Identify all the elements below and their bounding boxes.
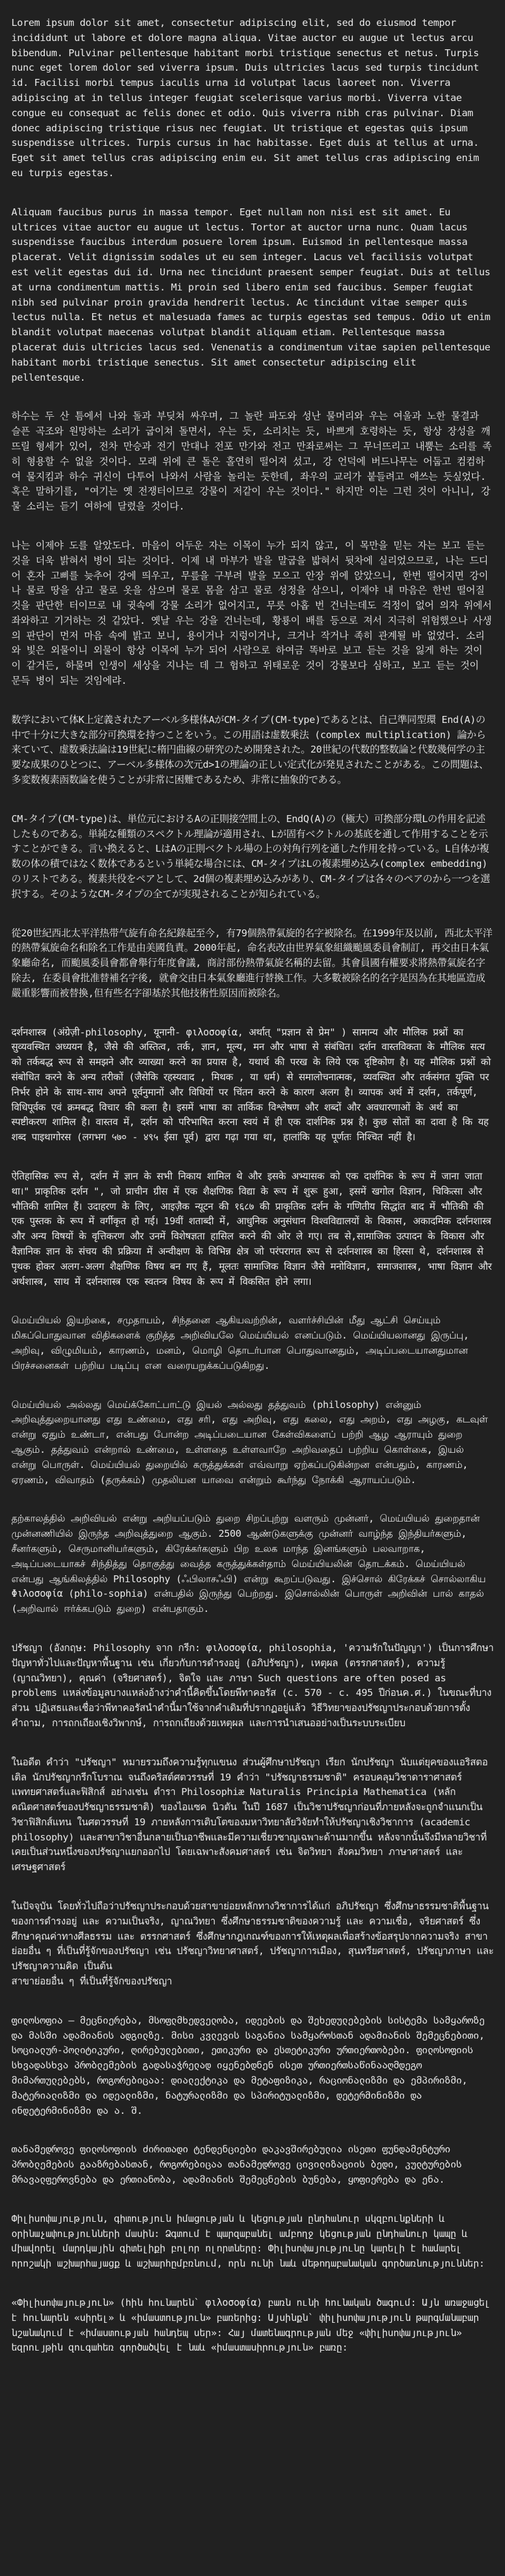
paragraph-japanese-2: CM-タイプ(CM-type)は、単位元におけるAの正則接空間上の、EndQ(A)の（極大）可換部分環Lの作用を記述したものである。単純な種類のスペクトル理論が適用され、Lが固有ベクトルの基底を通して作用することを示すことができる。言い換えると、LはAの正則ベクトル場の上の対角行列を通した作用を持っている。L自体が複数の体の積ではなく数体であるという単純な場合には、CM-タイプはLの複素埋め込み(complex embedding)のリストである。複素共役をペアとして、2d個の複素埋め込みがあり、CM-タイプは各々のペアのから一つを選択する。そのようなCM-タイプの全てが実現されることが知られている。 bbox=[11, 813, 490, 900]
paragraph-georgian-2: თანამედროვე ფილოსოფიის ძირითადი ტენდენციები დაკავშირებულია ისეთი ფუნდამენტური პრობლემების გააზრებასთან, როგორებიცაა თანამედროვე ცივილიზაციის ბედი, კულტურების მრავალფეროვნება და ერთიანობა, ადამიანის შემეცნების ბუნება, ყოფიერება და ენა. bbox=[11, 2144, 462, 2186]
paragraph-english-1: Lorem ipsum dolor sit amet, consectetur adipiscing elit, sed do eiusmod tempor incididunt ut labore et dolore magna aliqua. Vitae auctor eu augue ut lectus arcu bibendum. Pulvinar pellentesque habitant morbi tristique senectus et netus. Turpis nunc eget lorem dolor sed viverra ipsum. Duis ultricies lacus sed turpis tincidunt id. Facilisi morbi tempus iaculis urna id volutpat lacus laoreet non. Viverra adipiscing at in tellus integer feugiat scelerisque varius morbi. Viverra vitae congue eu consequat ac felis donec et odio. Quis viverra nibh cras pulvinar. Diam donec adipiscing tristique risus nec feugiat. Ut tristique et egestas quis ipsum suspendisse ultrices. Turpis cursus in hac habitasse. Eget duis at tellus at urna. Eget sit amet tellus cras adipiscing enim eu. Sit amet tellus cras adipiscing enim eu turpis egestas. bbox=[11, 17, 479, 179]
paragraph-thai-subfields-line: สาขาย่อยอื่น ๆ ที่เป็นที่รู้จักของปรัชญา bbox=[11, 1976, 172, 1988]
paragraph-georgian-1: ფილოსოფია — მეცნიერება, მსოფლმხედველობა, იდეების და შეხედულებების სისტემა სამყაროზე და მასში ადამიანის ადგილზე. მისი კვლევის საგანია სამყაროსთან ადამიანის შემეცნებითი, სოციალურ-პოლიტიკური, ღირებულებითი, ეთიკური და ესთეტიკური ურთიერთობები. ფილოსოფიის სხვადასხვა პრობლემების გადასაჭრელად იყენებდნენ ისეთ ურთიერთსაწინააღმდეგო მიმართულებებს, როგორებიცაა: დიალექტიკა და მეტაფიზიკა, რაციონალიზმი და ემპირიზმი, მატერიალიზმი და იდეალიზმი, ნატურალიზმი და სპირიტუალიზმი, დეტერმინიზმი და ინდეტერმინიზმი და ა. შ. bbox=[11, 2014, 485, 2116]
paragraph-tamil-2: மெய்யியல் அல்லது மெய்க்கோட்பாட்டு இயல் அல்லது தத்துவம் (philosophy) என்னும் அறிவுத்துறையானது எது உண்மை, எது சரி, எது அறிவு, எது கலை, எது அறம், எது அழகு, கடவுள் என்று ஏதும் உண்டா, என்பது போன்ற அடிப்படையான கேள்விகளைப் பற்றி ஆழ ஆராயும் துறை ஆகும். தத்துவம் என்றால் உண்மை, உள்ளதை உள்ளவாறே அறிவதைப் பற்றிய கொள்கை, இயல் என்று பொருள். மெய்யியல் துறையில் கருத்துக்கள் எவ்வாறு ஏற்கப்படுகின்றன என்பதும், காரணம், ஏரணம், விவாதம் (தருக்கம்) முதலியன யாவை என்றும் கூர்ந்து நோக்கி ஆராயப்படும். bbox=[11, 1398, 488, 1486]
paragraph-chinese-1: 從20世紀西北太平洋热带气旋有命名紀錄起至今, 有79個熱帶氣旋的名字被除名。在1999年及以前, 西北太平洋的熱帶氣旋命名和除名工作是由美國負責。2000年起, 命名表改由世界氣象組織颱風委員會制訂, 再交由日本氣象廳命名, 而颱風委員會都會舉行年度會議, 商討部份熱帶氣旋名稱的去留。其會員國有權要求將熱帶氣旋名字除去, 在委員會批准替補名字後, 就會交由日本氣象廳進行替換工作。大多數被除名的名字是因為在其地區造成嚴重影響而被替換,但有些名字卻基於其他技術性原因而被除名。 bbox=[11, 927, 492, 999]
paragraph-tamil-1: மெய்யியல் இயற்கை, சமுதாயம், சிந்தனை ஆகியவற்றின், வளர்ச்சியின் மீது ஆட்சி செய்யும் மிகப்பொதுவான விதிகளைக் குறித்த அறிவியலே மெய்யியல் எனப்படும். மெய்யியலானது இருப்பு, அறிவு, விழுமியம், காரணம், மனம், மொழி தொடர்பான பொதுவானதும், அடிப்படையானதுமான பிரச்சனைகள் பற்றிய படிப்பு என வரையறுக்கப்படுகிறது. bbox=[11, 1315, 469, 1371]
paragraph-thai-3: ในปัจจุบัน โดยทั่วไปถือว่าปรัชญาประกอบด้วยสาขาย่อยหลักทางวิชาการได้แก่ อภิปรัชญา ซึ่งศึกษาธรรมชาติพื้นฐานของการดำรงอยู่ และ ความเป็นจริง, ญาณวิทยา ซึ่งศึกษาธรรมชาติของความรู้ และ ความเชื่อ, จริยศาสตร์ ซึ่งศึกษาคุณค่าทางศีลธรรม และ ตรรกศาสตร์ ซึ่งศึกษากฎเกณฑ์ของการให้เหตุผลเพื่อสร้างข้อสรุปจากความจริง สาขาย่อยอื่น ๆ ที่เป็นที่รู้จักของปรัชญา เช่น ปรัชญาวิทยาศาสตร์, ปรัชญาการเมือง, สุนทรียศาสตร์, ปรัชญาภาษา และ ปรัชญาความคิด เป็นต้น bbox=[11, 1900, 494, 1972]
paragraph-hindi-1: दर्शनशास्त्र (अंग्रेज़ी-philosophy, यूनानी- φιλοσοφία, अर्थात् "प्रज्ञान से प्रेम" ) सामान्य और मौलिक प्रश्नों का सुव्यवस्थित अध्ययन है, जैसे की अस्तित्व, तर्क, ज्ञान, मूल्य, मन और भाषा से संबंधित। दर्शन वास्तविकता के मौलिक सत्य को तर्कबद्ध रूप से समझने और व्याख्या करने का प्रयास है, यथार्थ की परख के लिये एक दृष्टिकोण है। यह मौलिक प्रश्नों को संबोधित करने के अन्य तरीकों (जैसेकि रहस्यवाद , मिथक , या धर्म) से समालोचनात्मक, व्यवस्थित और तर्कसंगत युक्ति पर निर्भर होने के साथ-साथ अपने पूर्वनुमानों और विधियों पर चिंतन करने के कारण अलग है। व्यापक अर्थ में दर्शन, तर्कपूर्ण, विधिपूर्वक एवं क्रमबद्ध विचार की कला है। इसमें भाषा का तार्किक विश्लेषण और शब्दों और अवधारणाओं के अर्थ का स्पष्टीकरण शामिल है। वास्तव में, दर्शन को परिभाषित करना स्वयं में ही एक दार्शनिक प्रश्न है। कुछ सोतों का दावा है कि यह शब्द पाइथागोरस (लगभग ५७० - ४९५ ईसा पूर्व) द्वारा गढ़ा गया था, हालांकि यह पूर्णतः निश्चित नहीं है। bbox=[11, 1026, 491, 1143]
paragraph-korean-2: 나는 이제야 도를 알았도다. 마음이 어두운 자는 이목이 누가 되지 않고, 이 목만을 믿는 자는 보고 듣는 것을 더욱 밝혀서 병이 되는 것이다. 이제 내 마부가 발을 말굽을 밟혀서 뒷차에 실리었으므로, 나는 드디어 혼자 고삐를 늦추어 강에 띄우고, 무릎을 구부려 발을 모으고 안장 위에 앉았으니, 한번 떨어지면 강이나 물로 땅을 삼고 물로 옷을 삼으며 물로 몸을 삼고 물로 성정을 삼으니, 이제야 내 마음은 한번 떨어질 것을 판단한 터이므로 내 귓속에 강물 소리가 없어지고, 무릇 아홉 번 건너는데도 걱정이 없어 의자 위에서 좌와하고 기거하는 것 같았다. 옛날 우는 강을 건너는데, 황룡이 배를 등으로 져서 지극히 위험했으나 사생의 판단이 먼저 마음 속에 밝고 보니, 용이거나 지렁이거나, 크거나 작거나 족히 관계될 바 없었다. 소리와 빛은 외물이니 외물이 항상 이목에 누가 되어 사람으로 하여금 똑바로 보고 듣는 것을 잃게 하는 것이 이 같거든, 하물며 인생이 세상을 지나는 데 그 험하고 위태로운 것이 강물보다 심하고, 보고 듣는 것이 문득 병이 되는 것임에랴. bbox=[11, 539, 492, 687]
paragraph-thai-1: ปรัชญา (อังกฤษ: Philosophy จาก กรีก: φιλοσοφία, philosophia, 'ความรักในปัญญา') เป็นการศึกษาปัญหาทั่วไปและปัญหาพื้นฐาน เช่น เกี่ยวกับการดำรงอยู่ (อภิปรัชญา), เหตุผล (ตรรกศาสตร์), ความรู้ (ญาณวิทยา), คุณค่า (จริยศาสตร์), จิตใจ และ ภาษา Such questions are often posed as problems แหล่งข้อมูลบางแหล่งอ้างว่าคำนี้คิดขึ้นโดยพีทาคอรัส (c. 570 - c. 495 ปีก่อนค.ศ.) ในขณะที่บางส่วน ปฏิเสธและเชื่อว่าพีทาคอรัสนำคำนี้มาใช้จากคำเดิมที่ปรากฏอยู่แล้ว วิธีวิทยาของปรัชญาประกอบด้วยการตั้งคำถาม, การถกเถียงเชิงวิพากษ์, การถกเถียงด้วยเหตุผล และการนำเสนออย่างเป็นระบบระเบียบ bbox=[11, 1642, 494, 1729]
paragraph-thai-2: ในอดีต คำว่า "ปรัชญา" หมายรวมถึงความรู้ทุกแขนง ส่วนผู้ศึกษาปรัชญา เรียก นักปรัชญา นับแต่ยุคของแอริสตอเติล นักปรัชญากรีกโบราณ จนถึงคริสต์ศตวรรษที่ 19 คำว่า "ปรัชญาธรรมชาติ" ครอบคลุมวิชาดาราศาสตร์ แพทยศาสตร์และฟิสิกส์ อย่างเช่น ตำรา Philosophiæ Naturalis Principia Mathematica (หลักคณิตศาสตร์ของปรัชญาธรรมชาติ) ของไอแซค นิวตัน ในปี 1687 เป็นวิชาปรัชญาก่อนที่ภายหลังจะถูกจำแนกเป็นวิชาฟิสิกส์แทน ในศตวรรษที่ 19 ภายหลังการเติบโตของมหาวิทยาลัยวิจัยทำให้ปรัชญาเชิงวิชาการ (academic philosophy) และสาขาวิชาอื่นกลายเป็นอาชีพและมีความเชี่ยวชาญเฉพาะด้านมากขึ้น หลังจากนั้นจึงมีหลายวิชาที่เคยเป็นส่วนหนึ่งของปรัชญาแยกออกไป โดยเฉพาะสังคมศาสตร์ เช่น จิตวิทยา สังคมวิทยา ภาษาศาสตร์ และเศรษฐศาสตร์ bbox=[11, 1756, 488, 1873]
paragraph-tamil-3: தற்காலத்தில் அறிவியல் என்று அறியப்படும் துறை சிறப்புற்று வளரும் முன்னர், மெய்யியல் துறைதான் முன்னணியில் இருந்த அறிவுத்துறை ஆகும். 2500 ஆண்டுகளுக்கு முன்னர் வாழ்ந்த இந்தியர்களும், சீனர்களும், செருமானியர்களும், கிரேக்கர்களும் பிற உலக மாந்த இனங்களும் பலவாறாக, அடிப்படையாகச் சிந்தித்து தொகுத்து வைத்த கருத்துக்கள்தாம் மெய்யியலின் தொடக்கம். மெய்யியல் என்பது ஆங்கிலத்தில் Philosophy (ஃபிலாசஃபி) என்று கூறப்படுவது. இச்சொல் கிரேக்கச் சொல்லாகிய Φιλοσοφία (philo-sophia) என்பதில் இருந்து பெற்றது. இசொல்லின் பொருள் அறிவின் பால் காதல் (அறிவால் ஈர்க்கபடும் துறை) என்பதாகும். bbox=[11, 1513, 486, 1615]
paragraph-armenian-1: Փիլիսոփայություն, գիտություն իմացության և կեցության ընդհանուր սկզբունքների և օրինաչափությունների մասին: Ձգտում է պարզաբանել ամբողջ կեցության ընդհանուր կապը և միավորել մարդկային գիտելիքի բոլոր ոլորտները: Փիլիսոփայությունը կարելի է համարել որոշակի աշխարհայացք և աշխարհըմբռնում, որն ունի նաև մեթոդաբանական գործառնություններ: bbox=[11, 2212, 485, 2270]
paragraph-hindi-2: ऐतिहासिक रूप से, दर्शन में ज्ञान के सभी निकाय शामिल थे और इसके अभ्यासक को एक दार्शनिक के रूप में जाना जाता था।" प्राकृतिक दर्शन ", जो प्राचीन ग्रीस में एक शैक्षणिक विद्या के रूप में शुरू हुआ, इसमें खगोल विज्ञान, चिकित्सा और भौतिकी शामिल हैं। उदाहरण के लिए, आइज़ैक न्यूटन की १६८७ की प्राकृतिक दर्शन के गणितीय सिद्धांत बाद में भौतिकी की एक पुस्तक के रूप में वर्गीकृत हो गई। 19वीं शताब्दी में, आधुनिक अनुसंधान विश्वविद्यालयों के विकास, अकादमिक दर्शनशास्त्र और अन्य विषयों के वृत्तिकरण और उनमें विशेषज्ञता हासिल करने की ओर ले गए। तब से,सामाजिक उत्पादन के विकास और वैज्ञानिक ज्ञान के संचय की प्रक्रिया में अन्वीक्षण के विभिन्न क्षेत्र जो परंपरागत रूप से दर्शनशास्त्र का हिस्सा थे, दर्शनशास्त्र से पृथक होकर अलग-अलग शैक्षणिक विषय बन गए हैं, मूलतः सामाजिक विज्ञान जैसे मनोविज्ञान, समाजशास्त्र, भाषा विज्ञान और अर्थशास्त्र, साथ में दर्शनशास्त्र एक स्वतन्त्र विषय के रूप में विकसित होने लगा। bbox=[11, 1171, 492, 1287]
paragraph-english-2: Aliquam faucibus purus in massa tempor. Eget nullam non nisi est sit amet. Eu ultrices vitae auctor eu augue ut lectus. Tortor at auctor urna nunc. Quam lacus suspendisse faucibus interdum posuere lorem ipsum. Euismod in pellentesque massa placerat. Velit dignissim sodales ut eu sem integer. Lacus vel facilisis volutpat est velit egestas dui id. Urna nec tincidunt praesent semper feugiat. Duis at tellus at urna condimentum mattis. Mi proin sed libero enim sed faucibus. Semper feugiat nibh sed pulvinar proin gravida hendrerit lectus. Ac tincidunt vitae semper quis lectus nulla. Et netus et malesuada fames ac turpis egestas sed tempus. Odio ut enim blandit volutpat maecenas volutpat blandit aliquam etiam. Pellentesque massa placerat duis ultricies lacus sed. Venenatis a condimentum vitae sapien pellentesque habitant morbi tristique senectus. Sit amet consectetur adipiscing elit pellentesque. bbox=[11, 206, 490, 383]
paragraph-korean-1: 하수는 두 산 틈에서 나와 돌과 부딪쳐 싸우며, 그 놀란 파도와 성난 물머리와 우는 여울과 노한 물결과 슬픈 곡조와 원망하는 소리가 굽이쳐 돌면서, 우는 듯, 소리치는 듯, 바쁘게 호령하는 듯, 항상 장성을 깨뜨릴 형세가 있어, 전차 만승과 전기 만대나 전포 만가와 전고 만좌로써는 그 무너뜨리고 내뿜는 소리를 족히 형용할 수 없을 것이다. 모래 위에 큰 돌은 홀연히 떨어져 섰고, 강 언덕에 버드나무는 어둡고 컴컴하여 물지킴과 하수 귀신이 다투어 나와서 사람을 놀리는 듯한데, 좌우의 교리가 붙들려고 애쓰는 듯싶었다. 혹은 말하기를, "여기는 옛 전쟁터이므로 강물이 저같이 우는 것이다." 하지만 이는 그런 것이 아니니, 강물 소리는 듣기 여하에 달렸을 것이다. bbox=[11, 410, 492, 513]
paragraph-japanese-1: 数学において体K上定義されたアーベル多様体AがCM-タイプ(CM-type)であるとは、自己準同型環 End(A)の中で十分に大きな部分可換環を持つことをいう。この用語は虚数乗法 (complex multiplication) 論から来ていて、虚数乗法論は19世紀に楕円曲線の研究のため開発された。20世紀の代数的整数論と代数幾何学の主要な成果のひとつに、アーベル多様体の次元d>1の理論の正しい定式化が発見されたことがある。この問題は、多変数複素函数論を使うことが非常に困難であるため、非常に抽象的である。 bbox=[11, 713, 489, 786]
paragraph-armenian-2: «Փիլիսոփայություն» (հին հունարեն` φιλοσοφία) բառն ունի հունական ծագում: Այն առաջացել է հունարեն «սիրել» և «իմաստություն» բառերից: Այսինքն` փիլիսոփայություն թարգմանաբար նշանակում է «իմաստության հանդեպ սեր»: Հայ մատենագրության մեջ «փիլիսոփայություն» եզրույթին զուգահեռ գործածվել է նաև «իմաստասիրություն» բառը: bbox=[11, 2297, 490, 2354]
